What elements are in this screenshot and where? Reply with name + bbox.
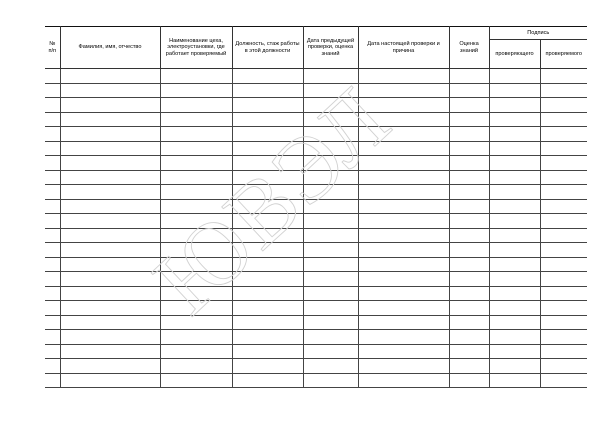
table-cell[interactable]	[489, 141, 540, 156]
table-cell[interactable]	[160, 156, 232, 171]
table-cell[interactable]	[449, 272, 489, 287]
table-row	[45, 69, 587, 84]
table-cell[interactable]	[540, 127, 587, 142]
table-cell[interactable]	[449, 286, 489, 301]
table-cell[interactable]	[160, 315, 232, 330]
table-cell[interactable]	[540, 112, 587, 127]
table-cell[interactable]	[303, 98, 358, 113]
table-cell[interactable]	[303, 69, 358, 84]
table-cell[interactable]	[232, 330, 303, 345]
table-row	[45, 83, 587, 98]
table-cell[interactable]	[303, 243, 358, 258]
table-row	[45, 344, 587, 359]
column-header-previous-check: Дата предыдущей проверки, оценка знаний	[303, 27, 358, 69]
table-cell[interactable]	[449, 141, 489, 156]
table-cell[interactable]	[449, 315, 489, 330]
table-cell[interactable]	[60, 83, 160, 98]
table-cell[interactable]	[45, 170, 60, 185]
table-cell[interactable]	[358, 272, 449, 287]
table-cell[interactable]	[449, 330, 489, 345]
table-cell[interactable]	[60, 69, 160, 84]
table-cell[interactable]	[358, 257, 449, 272]
column-header-signature-checked: проверяемого	[540, 40, 587, 69]
table-cell[interactable]	[540, 301, 587, 316]
table-cell[interactable]	[449, 243, 489, 258]
table-cell[interactable]	[303, 141, 358, 156]
table-cell[interactable]	[489, 373, 540, 388]
table-cell[interactable]	[160, 243, 232, 258]
table-row	[45, 301, 587, 316]
table-cell[interactable]	[45, 243, 60, 258]
table-cell[interactable]	[60, 170, 160, 185]
table-cell[interactable]	[232, 359, 303, 374]
table-cell[interactable]	[489, 228, 540, 243]
table-cell[interactable]	[358, 330, 449, 345]
table-cell[interactable]	[489, 127, 540, 142]
table-cell[interactable]	[303, 272, 358, 287]
table-cell[interactable]	[45, 214, 60, 229]
table-cell[interactable]	[540, 330, 587, 345]
table-cell[interactable]	[449, 214, 489, 229]
table-cell[interactable]	[449, 69, 489, 84]
table-cell[interactable]	[160, 214, 232, 229]
table-cell[interactable]	[489, 315, 540, 330]
table-cell[interactable]	[540, 156, 587, 171]
table-cell[interactable]	[303, 228, 358, 243]
table-row	[45, 199, 587, 214]
table-cell[interactable]	[540, 214, 587, 229]
table-cell[interactable]	[303, 127, 358, 142]
table-row	[45, 330, 587, 345]
table-cell[interactable]	[160, 170, 232, 185]
table-cell[interactable]	[449, 344, 489, 359]
table-cell[interactable]	[489, 286, 540, 301]
table-cell[interactable]	[358, 83, 449, 98]
table-cell[interactable]	[358, 98, 449, 113]
table-cell[interactable]	[160, 69, 232, 84]
table-cell[interactable]	[303, 170, 358, 185]
log-form	[45, 26, 587, 388]
table-cell[interactable]	[449, 185, 489, 200]
table-cell[interactable]	[358, 359, 449, 374]
table-cell[interactable]	[60, 214, 160, 229]
table-cell[interactable]	[60, 199, 160, 214]
table-cell[interactable]	[45, 199, 60, 214]
table-cell[interactable]	[358, 373, 449, 388]
table-cell[interactable]	[540, 257, 587, 272]
table-cell[interactable]	[160, 127, 232, 142]
table-cell[interactable]	[358, 286, 449, 301]
table-cell[interactable]	[540, 83, 587, 98]
table-cell[interactable]	[232, 199, 303, 214]
table-cell[interactable]	[160, 228, 232, 243]
table-cell[interactable]	[540, 69, 587, 84]
table-row	[45, 127, 587, 142]
table-cell[interactable]	[540, 373, 587, 388]
table-cell[interactable]	[303, 214, 358, 229]
table-cell[interactable]	[358, 344, 449, 359]
table-row	[45, 185, 587, 200]
table-cell[interactable]	[232, 141, 303, 156]
table-cell[interactable]	[232, 315, 303, 330]
table-cell[interactable]	[232, 83, 303, 98]
table-cell[interactable]	[358, 185, 449, 200]
table-cell[interactable]	[60, 185, 160, 200]
table-cell[interactable]	[232, 257, 303, 272]
table-cell[interactable]	[303, 330, 358, 345]
knowledge-check-log-table	[45, 26, 587, 388]
table-cell[interactable]	[303, 315, 358, 330]
table-cell[interactable]	[232, 170, 303, 185]
table-row	[45, 170, 587, 185]
table-cell[interactable]	[540, 98, 587, 113]
table-row	[45, 112, 587, 127]
table-cell[interactable]	[45, 301, 60, 316]
table-cell[interactable]	[232, 214, 303, 229]
table-row	[45, 98, 587, 113]
table-cell[interactable]	[358, 170, 449, 185]
table-cell[interactable]	[489, 359, 540, 374]
table-cell[interactable]	[60, 243, 160, 258]
table-cell[interactable]	[303, 359, 358, 374]
table-cell[interactable]	[540, 315, 587, 330]
table-cell[interactable]	[60, 373, 160, 388]
table-row	[45, 272, 587, 287]
table-cell[interactable]	[489, 257, 540, 272]
table-cell[interactable]	[160, 344, 232, 359]
column-header-current-check: Дата настоящей проверки и причина	[358, 27, 449, 69]
table-cell[interactable]	[449, 83, 489, 98]
table-cell[interactable]	[160, 98, 232, 113]
table-cell[interactable]	[60, 286, 160, 301]
table-cell[interactable]	[449, 373, 489, 388]
table-cell[interactable]	[160, 272, 232, 287]
table-cell[interactable]	[540, 170, 587, 185]
table-cell[interactable]	[449, 98, 489, 113]
table-cell[interactable]	[160, 112, 232, 127]
table-cell[interactable]	[45, 286, 60, 301]
table-cell[interactable]	[232, 127, 303, 142]
table-cell[interactable]	[358, 69, 449, 84]
watermark-text: ЮВЭЛ	[134, 66, 410, 334]
table-cell[interactable]	[489, 214, 540, 229]
column-header-full-name: Фамилия, имя, отчество	[60, 27, 160, 69]
table-cell[interactable]	[358, 228, 449, 243]
table-cell[interactable]	[449, 127, 489, 142]
table-cell[interactable]	[60, 257, 160, 272]
column-header-number: № п/п	[45, 27, 60, 69]
table-cell[interactable]	[540, 286, 587, 301]
table-cell[interactable]	[489, 330, 540, 345]
table-cell[interactable]	[45, 228, 60, 243]
table-cell[interactable]	[45, 330, 60, 345]
table-body	[45, 69, 587, 388]
column-header-signature-checker: проверяющего	[489, 40, 540, 69]
table-row	[45, 156, 587, 171]
table-cell[interactable]	[303, 301, 358, 316]
table-row	[45, 228, 587, 243]
table-cell[interactable]	[60, 330, 160, 345]
table-cell[interactable]	[489, 112, 540, 127]
table-cell[interactable]	[60, 98, 160, 113]
table-cell[interactable]	[232, 373, 303, 388]
table-cell[interactable]	[160, 199, 232, 214]
table-cell[interactable]	[303, 199, 358, 214]
table-cell[interactable]	[45, 98, 60, 113]
table-cell[interactable]	[449, 199, 489, 214]
table-cell[interactable]	[540, 185, 587, 200]
table-cell[interactable]	[489, 243, 540, 258]
table-cell[interactable]	[303, 156, 358, 171]
table-cell[interactable]	[358, 315, 449, 330]
table-cell[interactable]	[232, 272, 303, 287]
table-cell[interactable]	[60, 315, 160, 330]
table-cell[interactable]	[540, 141, 587, 156]
table-cell[interactable]	[358, 199, 449, 214]
table-cell[interactable]	[303, 83, 358, 98]
table-cell[interactable]	[358, 141, 449, 156]
table-cell[interactable]	[60, 127, 160, 142]
column-header-position: Должность, стаж работы в этой должности	[232, 27, 303, 69]
table-cell[interactable]	[489, 272, 540, 287]
table-cell[interactable]	[489, 185, 540, 200]
table-cell[interactable]	[358, 243, 449, 258]
table-row	[45, 315, 587, 330]
table-cell[interactable]	[60, 156, 160, 171]
table-cell[interactable]	[60, 272, 160, 287]
table-cell[interactable]	[45, 127, 60, 142]
column-header-grade: Оценка знаний	[449, 27, 489, 69]
table-cell[interactable]	[160, 330, 232, 345]
table-cell[interactable]	[489, 98, 540, 113]
table-cell[interactable]	[540, 228, 587, 243]
table-cell[interactable]	[232, 344, 303, 359]
table-cell[interactable]	[449, 112, 489, 127]
table-row	[45, 359, 587, 374]
table-cell[interactable]	[232, 301, 303, 316]
table-cell[interactable]	[540, 199, 587, 214]
table-cell[interactable]	[489, 83, 540, 98]
table-cell[interactable]	[60, 301, 160, 316]
table-cell[interactable]	[232, 98, 303, 113]
table-cell[interactable]	[449, 228, 489, 243]
table-cell[interactable]	[60, 141, 160, 156]
table-cell[interactable]	[303, 344, 358, 359]
table-cell[interactable]	[449, 359, 489, 374]
table-cell[interactable]	[45, 315, 60, 330]
table-cell[interactable]	[45, 83, 60, 98]
table-cell[interactable]	[45, 272, 60, 287]
table-cell[interactable]	[358, 214, 449, 229]
table-cell[interactable]	[45, 257, 60, 272]
table-cell[interactable]	[232, 286, 303, 301]
table-row	[45, 141, 587, 156]
table-cell[interactable]	[449, 156, 489, 171]
table-cell[interactable]	[489, 344, 540, 359]
table-cell[interactable]	[160, 83, 232, 98]
table-cell[interactable]	[160, 301, 232, 316]
table-cell[interactable]	[358, 301, 449, 316]
table-row	[45, 257, 587, 272]
table-row	[45, 243, 587, 258]
table-cell[interactable]	[449, 301, 489, 316]
table-cell[interactable]	[160, 286, 232, 301]
table-cell[interactable]	[489, 170, 540, 185]
table-cell[interactable]	[449, 170, 489, 185]
table-cell[interactable]	[45, 69, 60, 84]
table-cell[interactable]	[45, 344, 60, 359]
table-cell[interactable]	[45, 373, 60, 388]
table-cell[interactable]	[489, 301, 540, 316]
table-cell[interactable]	[540, 243, 587, 258]
table-cell[interactable]	[160, 141, 232, 156]
table-row	[45, 214, 587, 229]
table-cell[interactable]	[160, 257, 232, 272]
table-cell[interactable]	[45, 141, 60, 156]
table-cell[interactable]	[160, 359, 232, 374]
table-cell[interactable]	[358, 112, 449, 127]
table-cell[interactable]	[232, 69, 303, 84]
column-header-signature: Подпись	[489, 27, 587, 40]
table-cell[interactable]	[232, 156, 303, 171]
table-cell[interactable]	[160, 185, 232, 200]
table-row	[45, 373, 587, 388]
table-cell[interactable]	[540, 272, 587, 287]
table-cell[interactable]	[540, 359, 587, 374]
table-cell[interactable]	[232, 112, 303, 127]
table-cell[interactable]	[45, 185, 60, 200]
table-cell[interactable]	[160, 373, 232, 388]
table-cell[interactable]	[303, 112, 358, 127]
table-row	[45, 286, 587, 301]
table-cell[interactable]	[358, 156, 449, 171]
column-header-workshop: Наименование цеха, электроустановки, где работает проверяемый	[160, 27, 232, 69]
table-cell[interactable]	[303, 286, 358, 301]
table-cell[interactable]	[232, 228, 303, 243]
table-cell[interactable]	[60, 359, 160, 374]
table-cell[interactable]	[45, 156, 60, 171]
table-cell[interactable]	[358, 127, 449, 142]
table-cell[interactable]	[60, 228, 160, 243]
table-cell[interactable]	[540, 344, 587, 359]
table-cell[interactable]	[303, 257, 358, 272]
table-cell[interactable]	[303, 185, 358, 200]
table-cell[interactable]	[45, 359, 60, 374]
table-cell[interactable]	[60, 344, 160, 359]
table-cell[interactable]	[489, 69, 540, 84]
table-cell[interactable]	[489, 156, 540, 171]
table-cell[interactable]	[45, 112, 60, 127]
table-cell[interactable]	[303, 373, 358, 388]
table-cell[interactable]	[232, 243, 303, 258]
table-cell[interactable]	[489, 199, 540, 214]
table-cell[interactable]	[60, 112, 160, 127]
table-cell[interactable]	[449, 257, 489, 272]
table-cell[interactable]	[232, 185, 303, 200]
